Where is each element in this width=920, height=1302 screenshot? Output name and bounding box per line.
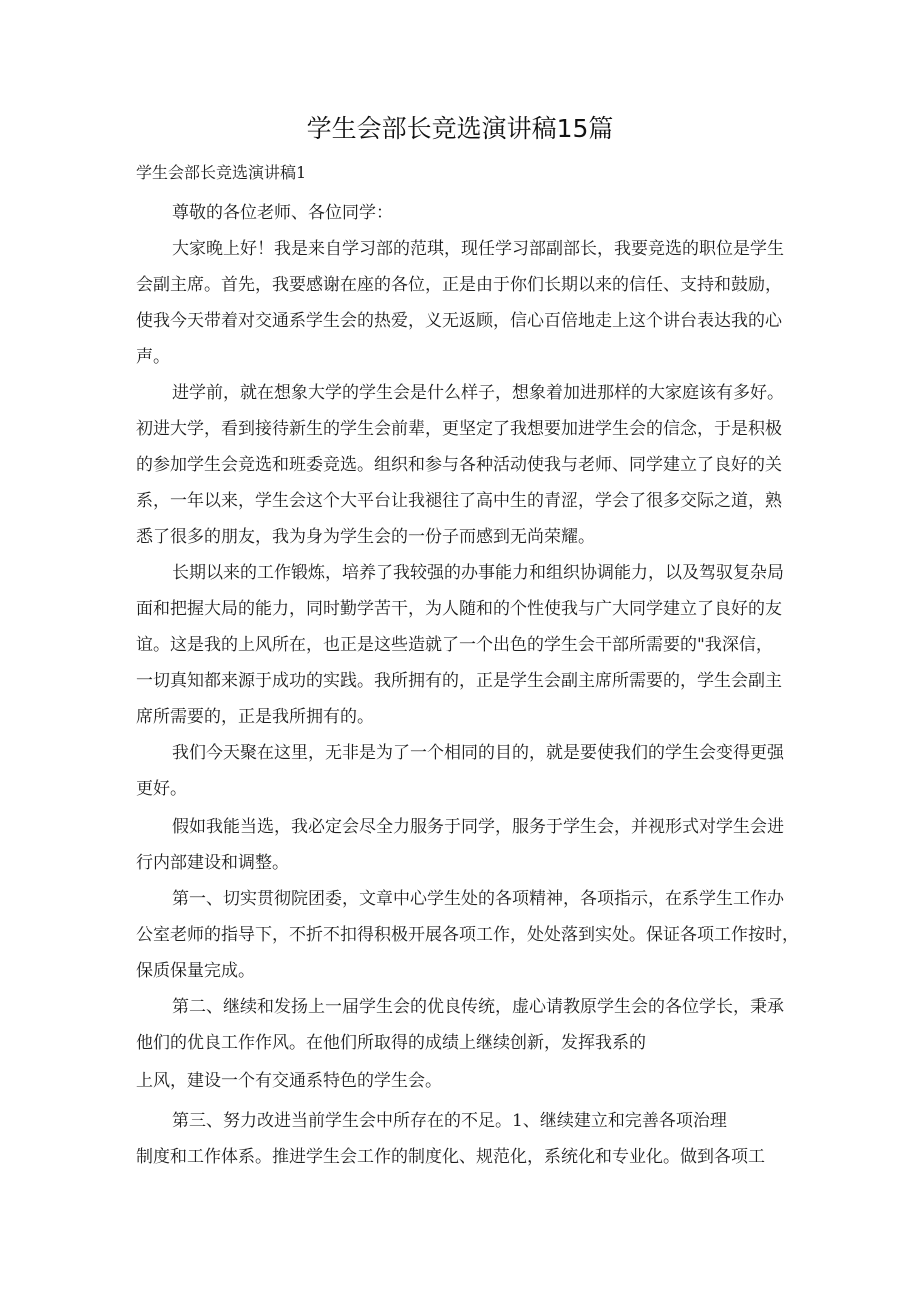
paragraph-line: 第三、努力改进当前学生会中所存在的不足。1、继续建立和完善各项治理 bbox=[172, 1111, 727, 1131]
paragraph-line: 上风，建设一个有交通系特色的学生会。 bbox=[136, 1071, 442, 1091]
paragraph-line: 行内部建设和调整。 bbox=[136, 853, 289, 873]
paragraph-line: 系，一年以来，学生会这个大平台让我褪往了高中生的青涩，学会了很多交际之道，熟 bbox=[136, 491, 782, 511]
paragraph-line: 制度和工作体系。推进学生会工作的制度化、规范化，系统化和专业化。做到各项工 bbox=[136, 1147, 765, 1167]
paragraph-line: 悉了很多的朋友，我为身为学生会的一份子而感到无尚荣耀。 bbox=[136, 527, 595, 547]
document-subtitle: 学生会部长竞选演讲稿1 bbox=[136, 163, 307, 182]
paragraph-line: 他们的优良工作作风。在他们所取得的成绩上继续创新，发挥我系的 bbox=[136, 1033, 646, 1053]
paragraph-line: 使我今天带着对交通系学生会的热爱，义无返顾，信心百倍地走上这个讲台表达我的心 bbox=[136, 311, 782, 331]
paragraph-line: 第一、切实贯彻院团委，文章中心学生处的各项精神，各项指示，在系学生工作办 bbox=[172, 889, 784, 909]
paragraph-line: 更好。 bbox=[136, 779, 187, 799]
document-title: 学生会部长竞选演讲稿15篇 bbox=[306, 114, 614, 143]
paragraph-line: 进学前，就在想象大学的学生会是什么样子，想象着加进那样的大家庭该有多好。 bbox=[172, 383, 784, 403]
paragraph-line: 大家晚上好！我是来自学习部的范琪，现任学习部副部长，我要竞选的职位是学生 bbox=[172, 239, 784, 259]
paragraph-line: 谊。这是我的上风所在，也正是这些造就了一个出色的学生会干部所需要的"我深信， bbox=[136, 635, 773, 655]
paragraph-line: 保质保量完成。 bbox=[136, 961, 255, 981]
paragraph-line: 声。 bbox=[136, 347, 170, 367]
paragraph-line: 席所需要的，正是我所拥有的。 bbox=[136, 707, 374, 727]
paragraph-line: 公室老师的指导下，不折不扣得积极开展各项工作，处处落到实处。保证各项工作按时， bbox=[136, 925, 799, 945]
paragraph-line: 会副主席。首先，我要感谢在座的各位，正是由于你们长期以来的信任、支持和鼓励， bbox=[136, 275, 782, 295]
paragraph-line: 尊敬的各位老师、各位同学： bbox=[172, 203, 393, 223]
paragraph-line: 第二、继续和发扬上一届学生会的优良传统，虚心请教原学生会的各位学长，秉承 bbox=[172, 997, 784, 1017]
paragraph-line: 初进大学，看到接待新生的学生会前辈，更坚定了我想要加进学生会的信念，于是积极 bbox=[136, 419, 782, 439]
paragraph-line: 的参加学生会竞选和班委竞选。组织和参与各种活动使我与老师、同学建立了良好的关 bbox=[136, 455, 782, 475]
paragraph-line: 长期以来的工作锻炼，培养了我较强的办事能力和组织协调能力，以及驾驭复杂局 bbox=[172, 563, 784, 583]
paragraph-line: 一切真知都来源于成功的实践。我所拥有的，正是学生会副主席所需要的，学生会副主 bbox=[136, 671, 782, 691]
paragraph-line: 面和把握大局的能力，同时勤学苦干，为人随和的个性使我与广大同学建立了良好的友 bbox=[136, 599, 782, 619]
paragraph-line: 假如我能当选，我必定会尽全力服务于同学，服务于学生会，并视形式对学生会进 bbox=[172, 817, 784, 837]
paragraph-line: 我们今天聚在这里，无非是为了一个相同的目的，就是要使我们的学生会变得更强 bbox=[172, 743, 784, 763]
